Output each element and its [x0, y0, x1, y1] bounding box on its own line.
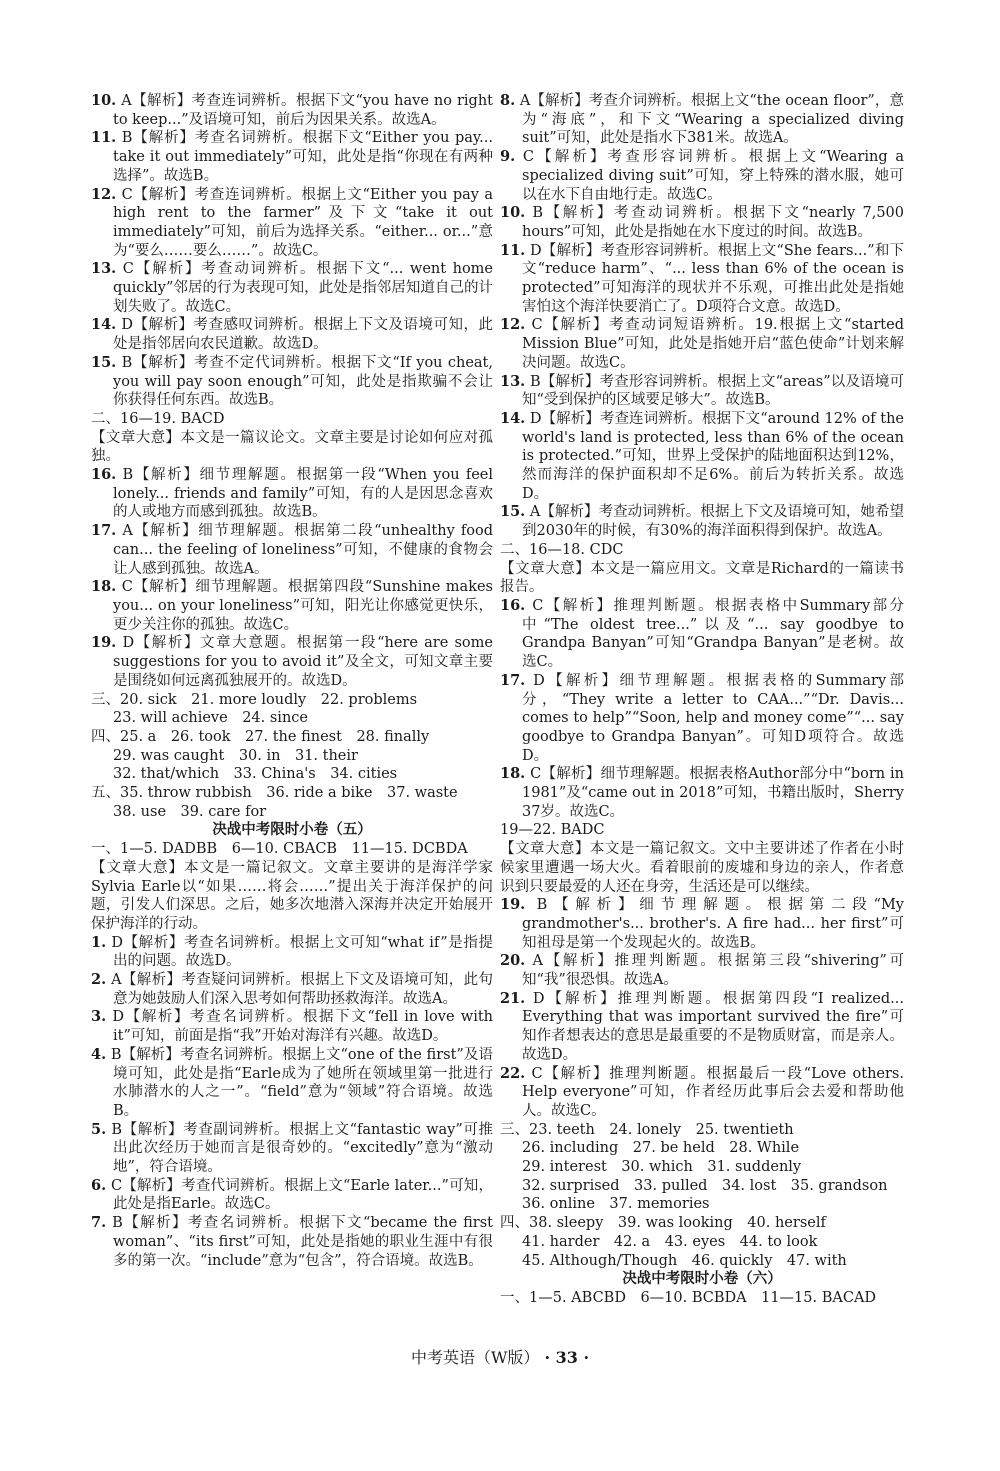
answer-text: 【文章大意】本文是一篇应用文。文章是Richard的一篇读书报告。	[500, 560, 904, 596]
question-number: 12.	[500, 316, 526, 334]
answer-paragraph	[91, 934, 493, 971]
answer-paragraph	[500, 990, 904, 1065]
answer-paragraph	[91, 1008, 493, 1045]
answer-paragraph	[500, 242, 904, 317]
answer-paragraph	[500, 1121, 904, 1140]
answer-paragraph	[91, 747, 493, 766]
answer-paragraph	[500, 1233, 904, 1252]
answer-paragraph	[91, 971, 493, 1008]
answer-paragraph	[500, 1158, 904, 1177]
answer-paragraph	[500, 672, 904, 766]
answer-text: B【解析】考查名词辨析。根据下文“became the first woman”、“its first”可知，此处是指她的职业生涯中有很多的第一次。“include”意为“包含”，符合语境。故选B。	[106, 1215, 493, 1269]
answer-text: A【解析】细节理解题。根据第二段“unhealthy food can... the feeling of loneliness”可知，不健康的食物会让人感到孤独。故选A。	[113, 523, 493, 577]
section-title	[500, 1270, 904, 1289]
answer-paragraph	[91, 522, 493, 578]
answer-text: D【解析】考查连词辨析。根据下文“around 12% of the world's land is protected, less than 6% of the ocean is protected.”可知，世界上受保护的陆地面积达到12%，然而海洋的保护面积却不足6%。前后为转折关系。故选D。	[522, 410, 904, 502]
question-number: 3.	[91, 1008, 107, 1026]
answer-text: B【解析】考查副词辨析。根据上文“fantastic way”可推出此次经历于她而言是很奇妙的。“excitedly”意为“激动地”，符合语境。	[106, 1121, 493, 1176]
answer-text: 【文章大意】本文是一篇议论文。文章主要是讨论如何应对孤独。	[91, 429, 493, 465]
answer-paragraph	[500, 204, 904, 241]
answer-text: 五、35. throw rubbish 36. ride a bike 37. waste	[91, 785, 458, 802]
question-number: 10.	[91, 92, 117, 109]
answer-text: 一、1—5. DADBB 6—10. CBACB 11—15. DCBDA	[91, 841, 468, 858]
question-number: 14.	[91, 316, 117, 334]
question-number: 5.	[91, 1120, 107, 1138]
answer-paragraph	[91, 1177, 493, 1214]
question-number: 17.	[500, 671, 526, 689]
answer-paragraph	[91, 634, 493, 690]
answer-paragraph	[500, 373, 904, 410]
page-footer	[0, 1345, 1000, 1368]
answer-text: D【解析】考查形容词辨析。根据上文“She fears...”和下文“reduce harm”、“... less than 6% of the ocean is protected”可知海洋的现状并不乐观，可推出此处是指她害怕这个海洋快要消亡了。D项符合文意。故选D。	[522, 242, 904, 315]
question-number: 2.	[91, 971, 107, 989]
answer-paragraph	[500, 1065, 904, 1121]
answer-paragraph	[91, 859, 493, 934]
question-number: 6.	[91, 1176, 107, 1194]
answer-paragraph	[91, 1046, 493, 1121]
answer-paragraph	[500, 952, 904, 989]
question-number: 15.	[500, 503, 526, 521]
answer-paragraph	[91, 1214, 493, 1270]
answer-text: C【解析】考查连词辨析。根据上文“Either you pay a high rent to the farmer”及下文“take it out immediately”可知，前后为选择关系。“either... or...”意为“要么……要么……”。故选C。	[113, 186, 493, 259]
answer-paragraph	[91, 765, 493, 784]
answer-paragraph	[500, 1214, 904, 1233]
answer-text: D【解析】考查名词辨析。根据上文可知“what if”是指提出的问题。故选D。	[106, 934, 493, 970]
answer-text: 决战中考限时小卷（五）	[212, 821, 372, 839]
answer-paragraph	[91, 410, 493, 429]
answer-paragraph	[91, 803, 493, 822]
answer-text: 二、16—18. CDC	[500, 541, 624, 558]
answer-text: 29. was caught 30. in 31. their	[113, 747, 358, 764]
answer-text: 32. surprised 33. pulled 34. lost 35. grandson	[522, 1177, 888, 1194]
answer-paragraph	[91, 92, 493, 129]
answer-text: D【解析】考查感叹词辨析。根据上下文及语境可知，此处是指邻居向农民道歉。故选D。	[113, 317, 493, 353]
answer-text: C【解析】考查代词辨析。根据上文“Earle later...”可知，此处是指Earle。故选C。	[106, 1177, 493, 1213]
answer-text: C【解析】考查动词辨析。根据下文“... went home quickly”邻居的行为表现可知，此处是指邻居知道自己的计划失败了。故选C。	[113, 261, 493, 315]
answer-text: C【解析】推理判断题。根据最后一段“Love others. Help everyone”可知，作者经历此事后会去爱和帮助他人。故选C。	[522, 1065, 904, 1119]
question-number: 10.	[500, 204, 526, 222]
question-number: 18.	[500, 765, 526, 783]
answer-text: A【解析】推理判断题。根据第三段“shivering”可知“我”很恐惧。故选A。	[522, 953, 904, 989]
question-number: 22.	[500, 1064, 526, 1082]
answer-paragraph	[91, 429, 493, 466]
answer-text: 四、38. sleepy 39. was looking 40. herself	[500, 1215, 826, 1232]
answer-text: 23. will achieve 24. since	[113, 710, 308, 727]
answer-paragraph	[91, 1121, 493, 1177]
answer-paragraph	[500, 1177, 904, 1196]
answer-paragraph	[91, 784, 493, 803]
answer-paragraph	[91, 578, 493, 634]
book-label: 中考英语（W版）	[410, 1348, 540, 1367]
question-number: 4.	[91, 1045, 107, 1063]
answer-text: C【解析】细节理解题。根据第四段“Sunshine makes you... on your loneliness”可知，阳光让你感觉更快乐，更少关注你的孤独。故选C。	[113, 579, 493, 633]
answer-paragraph	[500, 541, 904, 560]
question-number: 11.	[500, 241, 526, 259]
answer-text: 38. use 39. care for	[113, 803, 267, 820]
answer-paragraph	[500, 765, 904, 821]
answer-text: A【解析】考查介词辨析。根据上文“the ocean floor”，意为“海底”，和下文“Wearing a specialized diving suit”可知，此处是指水下381米。故选A。	[515, 93, 904, 147]
right-column	[500, 92, 904, 1308]
answer-paragraph	[500, 410, 904, 504]
answer-paragraph	[91, 354, 493, 410]
answer-paragraph	[500, 316, 904, 372]
answer-text: 【文章大意】本文是一篇记叙文。文章主要讲的是海洋学家Sylvia Earle以“如果……将会……”提出关于海洋保护的问题，引发人们深思。之后，她多次地潜入深海并决定开始展开保护海洋的行动。	[91, 859, 493, 932]
question-number: 13.	[500, 372, 526, 390]
answer-text: D【解析】考查名词辨析。根据下文“fell in love with it”可知，前面是指“我”开始对海洋有兴趣。故选D。	[106, 1009, 493, 1045]
answer-text: A【解析】考查连词辨析。根据下文“you have no right to keep...”及语境可知，前后为因果关系。故选A。	[113, 93, 493, 128]
question-number: 7.	[91, 1214, 107, 1232]
answer-paragraph	[500, 148, 904, 204]
question-number: 11.	[91, 129, 117, 147]
answer-text: D【解析】细节理解题。根据表格的Summary部分，“They write a letter to CAA...”“Dr. Davis... comes to help”“Soon, help and money come”“... say goodbye to Grandpa Banyan”。可知D项符合。故选D。	[522, 672, 904, 764]
answer-text: 【文章大意】本文是一篇记叙文。文中主要讲述了作者在小时候家里遭遇一场大火。看着眼前的废墟和身边的亲人，作者意识到只要最爱的人还在身旁，生活还是可以继续。	[500, 841, 904, 895]
answer-text: 三、20. sick 21. more loudly 22. problems	[91, 691, 418, 708]
left-column	[91, 92, 493, 1270]
answer-text: 36. online 37. memories	[522, 1196, 710, 1213]
answer-paragraph	[91, 316, 493, 353]
question-number: 19.	[91, 634, 117, 652]
answer-text: 四、25. a 26. took 27. the finest 28. finally	[91, 728, 430, 745]
answer-text: B【解析】考查动词辨析。根据下文“nearly 7,500 hours”可知，此处是指她在水下度过的时间。故选B。	[522, 205, 904, 240]
answer-paragraph	[91, 840, 493, 859]
answer-paragraph	[500, 821, 904, 840]
answer-text: B【解析】考查不定代词辨析。根据下文“If you cheat, you will pay soon enough”可知，此处是指欺骗不会让你获得任何东西。故选B。	[113, 354, 493, 409]
page-number: · 33 ·	[544, 1348, 590, 1367]
answer-text: B【解析】细节理解题。根据第一段“When you feel lonely... friends and family”可知，有的人是因思念喜欢的人或地方而感到孤独。故选B。	[113, 467, 493, 521]
answer-paragraph	[500, 503, 904, 540]
answer-paragraph	[91, 466, 493, 522]
answer-text: 29. interest 30. which 31. suddenly	[522, 1159, 802, 1176]
answer-text: 决战中考限时小卷（六）	[622, 1270, 782, 1288]
answer-text: 一、1—5. ABCBD 6—10. BCBDA 11—15. BACAD	[500, 1290, 877, 1306]
question-number: 17.	[91, 522, 117, 540]
question-number: 20.	[500, 952, 526, 970]
question-number: 12.	[91, 185, 117, 203]
answer-text: 45. Although/Though 46. quickly 47. with	[522, 1252, 847, 1269]
question-number: 9.	[500, 148, 516, 166]
section-title	[91, 821, 493, 840]
answer-text: B【解析】考查名词辨析。根据上文“one of the first”及语境可知，此处是指“Earle成为了她所在领域里第一批进行水肺潜水的人之一”。“field”意为“领域”符合语境。故选B。	[106, 1046, 493, 1119]
question-number: 13.	[91, 260, 117, 278]
question-number: 16.	[91, 466, 117, 484]
question-number: 18.	[91, 578, 117, 596]
answer-paragraph	[500, 92, 904, 148]
answer-paragraph	[500, 1289, 904, 1308]
answer-text: 41. harder 42. a 43. eyes 44. to look	[522, 1233, 818, 1250]
answer-text: 26. including 27. be held 28. While	[522, 1140, 800, 1157]
answer-text: A【解析】考查动词辨析。根据上下文及语境可知，她希望到2030年的时候，有30%的海洋面积得到保护。故选A。	[522, 504, 904, 540]
answer-text: A【解析】考查疑问词辨析。根据上下文及语境可知，此句意为她鼓励人们深入思考如何帮助拯救海洋。故选A。	[106, 972, 493, 1007]
answer-text: 19—22. BADC	[500, 822, 605, 839]
question-number: 8.	[500, 92, 516, 109]
question-number: 19.	[500, 896, 526, 914]
answer-text: 32. that/which 33. China's 34. cities	[113, 766, 398, 783]
answer-text: C【解析】推理判断题。根据表格中Summary部分中“The oldest tree...”以及“... say goodbye to Grandpa Banyan”可知“Grandpa Banyan”是老树。故选C。	[522, 597, 904, 671]
answer-paragraph	[500, 840, 904, 896]
answer-text: 二、16—19. BACD	[91, 410, 225, 427]
answer-text: B【解析】考查名词辨析。根据下文“Either you pay... take it out immediately”可知，此处是指“你现在有两种选择”。故选B。	[113, 130, 493, 184]
answer-paragraph	[91, 728, 493, 747]
question-number: 1.	[91, 933, 107, 951]
answer-text: D【解析】文章大意题。根据第一段“here are some suggestions for you to avoid it”及全文，可知文章主要是围绕如何远离孤独展开的。故选D。	[113, 635, 493, 689]
question-number: 14.	[500, 409, 526, 427]
answer-paragraph	[91, 709, 493, 728]
answer-text: D【解析】推理判断题。根据第四段“I realized... Everything that was important survived the fire”可知作者想表达的意思是最重要的不是物质财富，而是亲人。故选D。	[522, 990, 904, 1063]
answer-text: C【解析】考查形容词辨析。根据上文“Wearing a specialized diving suit”可知，穿上特殊的潜水服，她可以在水下自由地行走。故选C。	[515, 149, 904, 203]
answer-text: 三、23. teeth 24. lonely 25. twentieth	[500, 1121, 794, 1138]
answer-text: B【解析】细节理解题。根据第二段“My grandmother's... brother's. A fire had... her first”可知祖母是第一个发现起火的。故选B。	[522, 897, 904, 951]
answer-paragraph	[500, 1195, 904, 1214]
answer-text: B【解析】考查形容词辨析。根据上文“areas”以及语境可知“受到保护的区域要足够大”。故选B。	[522, 373, 904, 409]
answer-paragraph	[500, 1139, 904, 1158]
answer-text: C【解析】考查动词短语辨析。19.根据上文“started Mission Blue”可知，此处是指她开启“蓝色使命”计划来解决问题。故选C。	[522, 317, 904, 371]
answer-paragraph	[500, 1252, 904, 1271]
question-number: 16.	[500, 596, 526, 614]
question-number: 15.	[91, 353, 117, 371]
question-number: 21.	[500, 989, 526, 1007]
answer-text: C【解析】细节理解题。根据表格Author部分中“born in 1981”及“came out in 2018”可知，书籍出版时，Sherry 37岁。故选C。	[522, 766, 904, 820]
answer-paragraph	[91, 129, 493, 185]
answer-paragraph	[91, 260, 493, 316]
answer-paragraph	[91, 691, 493, 710]
answer-paragraph	[500, 896, 904, 952]
answer-paragraph	[91, 186, 493, 261]
answer-paragraph	[500, 560, 904, 597]
answer-paragraph	[500, 597, 904, 672]
